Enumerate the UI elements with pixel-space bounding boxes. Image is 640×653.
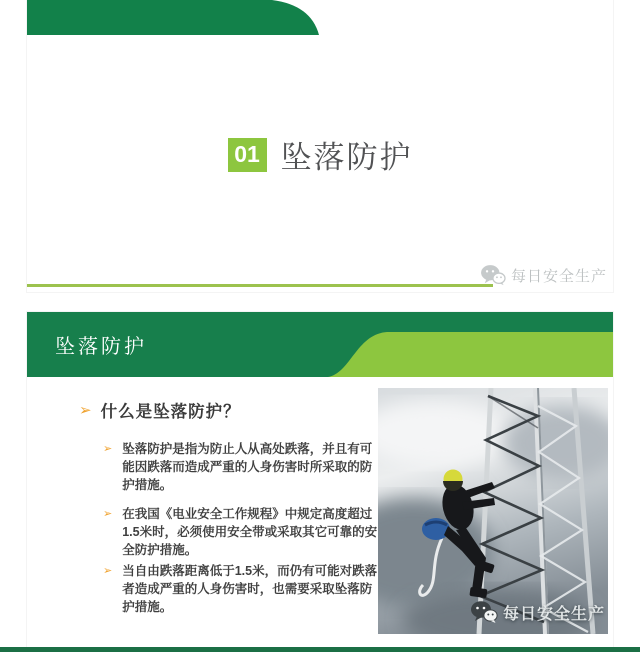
publisher-watermark — [480, 264, 607, 286]
chevron-bullet-icon: ➢ — [103, 565, 113, 577]
title-slide — [27, 0, 613, 292]
footer-accent-line — [27, 284, 493, 287]
list-item — [103, 562, 393, 616]
wechat-logo-icon — [470, 600, 498, 624]
content-slide — [27, 312, 613, 647]
page-bottom-divider — [0, 647, 640, 652]
chevron-bullet-icon: ➢ — [103, 508, 113, 520]
corner-banner-shape — [27, 0, 319, 35]
list-item-text: 坠落防护是指为防止人从高处跌落，并且有可能因跌落而造成严重的人身伤害时所采取的防护措施。 — [122, 442, 373, 492]
slide-header-band — [27, 312, 613, 377]
chevron-bullet-icon: ➢ — [79, 402, 92, 419]
list-item — [103, 505, 393, 559]
slide-header-title: 坠落防护 — [55, 336, 147, 358]
watermark-text: 每日安全生产 — [502, 605, 605, 623]
watermark-text: 每日安全生产 — [510, 267, 607, 285]
wechat-logo-icon — [480, 264, 506, 286]
tower-climber-photo — [378, 388, 608, 634]
question-heading-text: 什么是坠落防护？ — [100, 403, 241, 421]
question-heading — [79, 398, 241, 422]
slide-title: 坠落防护 — [280, 140, 413, 175]
chevron-bullet-icon: ➢ — [103, 443, 113, 455]
publisher-watermark — [470, 600, 605, 624]
slide-title-block — [27, 132, 613, 177]
section-number-badge: 01 — [228, 138, 267, 172]
list-item — [103, 440, 393, 494]
list-item-text: 在我国《电业安全工作规程》中规定高度超过1.5米时，必须使用安全带或采取其它可靠的安全防护措施。 — [122, 507, 378, 557]
list-item-text: 当自由跌落距离低于1.5米，而仍有可能对跌落者造成严重的人身伤害时，也需要采取坠落防护措施。 — [122, 564, 378, 614]
